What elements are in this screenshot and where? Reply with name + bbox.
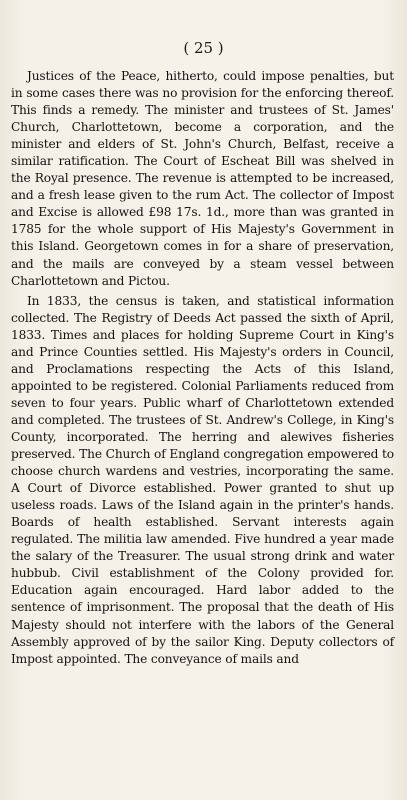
paragraph-1: Justices of the Peace, hitherto, could impose penalties, but in some cases there was no provision for the enforcing thereof. This finds a remedy. The minister and trustees of St. James' Church, Charlottetown, become a corporation, and the minister and elders of St. John's Church, Belfast, receive a similar ratification. The Court of Escheat Bill was shelved in the Royal presence. The revenue is attempted to be increased, and a fresh lease given to the rum Act. The collector of Impost and Excise is allowed £98 17s. 1d., more than was granted in 1785 for the whole support of His Majesty's Government in this Island. Georgetown comes in for a share of preservation, and the mails are conveyed by a steam vessel between Charlottetown and Pictou.	[11, 69, 394, 288]
paragraph-2: In 1833, the census is taken, and statistical information collected. The Registry of Deeds Act passed the sixth of April, 1833. Times and places for holding Supreme Court in King's and Prince Counties settled. His Majesty's orders in Council, and Proclamations respecting the Acts of this Island, appointed to be registered. Colonial Parliaments reduced from seven to four years. Public wharf of Charlottetown extended and completed. The trustees of St. Andrew's College, in King's County, incorporated. The herring and alewives fisheries preserved. The Church of England congregation empowered to choose church wardens and vestries, incorporating the same. A Court of Divorce established. Power granted to shut up useless roads. Laws of the Island again in the printer's hands. Boards of health established. Servant interests again regulated. The militia law amended. Five hundred a year made the salary of the Treasurer. The usual strong drink and water hubbub. Civil establishment of the Colony provided for. Education again encouraged. Hard labor added to the sentence of imprisonment. The proposal that the death of His Majesty should not interfere with the labors of the General Assembly approved of by the sailor King. Deputy collectors of Impost appointed. The conveyance of mails and	[11, 293, 394, 666]
body-text	[11, 68, 394, 668]
page-number: ( 25 )	[183, 39, 224, 57]
